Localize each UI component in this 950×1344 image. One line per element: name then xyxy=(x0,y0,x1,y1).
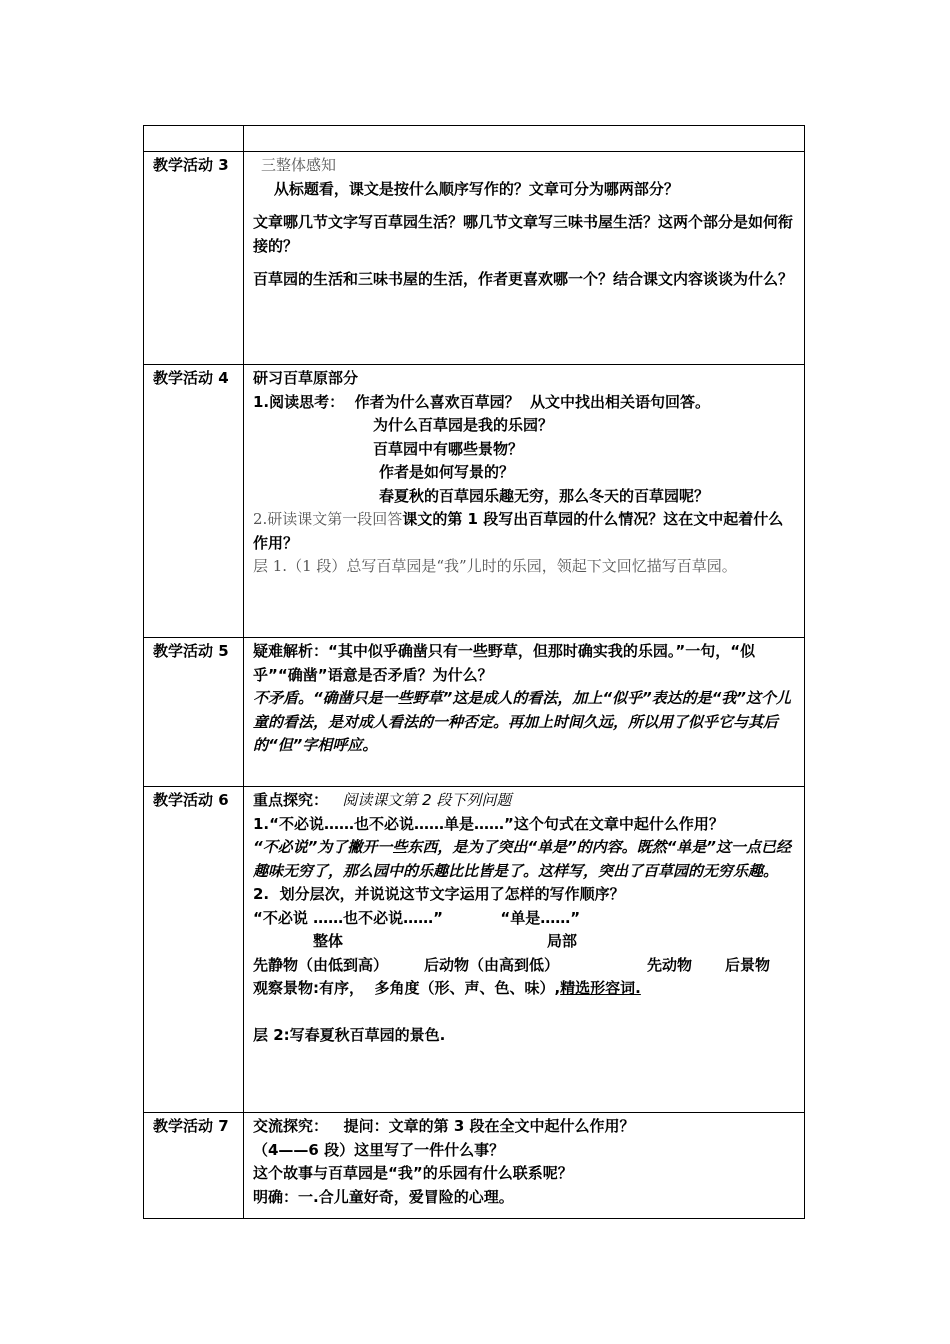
answer-text: 精选形容词. xyxy=(560,979,641,997)
question-text: （4——6 段）这里写了一件什么事？ xyxy=(253,1140,505,1159)
row-label: 教学活动 3 xyxy=(144,152,244,365)
answer-text: “不必说”为了撇开一些东西，是为了突出“单是”的内容。既然“单是”这一点已经趣味无穷了，那么园中的乐趣比比皆是了。这样写，突出了百草园的无穷乐趣。 xyxy=(253,838,791,880)
question-text: 百草园中有哪些景物？ xyxy=(373,439,524,458)
row-content xyxy=(244,787,805,1113)
row-label: 教学活动 5 xyxy=(144,638,244,787)
order-text: 先动物 xyxy=(647,955,693,974)
question-text: 交流探究： 提问：文章的第 3 段在全文中起什么作用？ xyxy=(253,1117,635,1135)
table-row xyxy=(144,638,805,787)
table-row xyxy=(144,1113,805,1219)
question-text: 为什么百草园是我的乐园？ xyxy=(373,416,554,434)
table-row xyxy=(144,126,805,152)
question-text: 文章哪几节文字写百草园生活？哪几节文章写三味书屋生活？这两个部分是如何衔接的？ xyxy=(253,213,794,255)
question-text: 从标题看，课文是按什么顺序写作的？文章可分为哪两部分？ xyxy=(253,179,679,198)
row-label: 教学活动 6 xyxy=(144,787,244,1113)
section-heading: 研习百草原部分 xyxy=(253,369,359,387)
lesson-plan-page xyxy=(143,125,805,1219)
table-row xyxy=(144,152,805,365)
row-content xyxy=(244,365,805,638)
structure-text: 整体 xyxy=(313,932,344,950)
order-text: 后景物 xyxy=(725,955,771,974)
summary-text: 层 2:写春夏秋百草园的景色. xyxy=(253,1026,446,1044)
question-text: 作者是如何写景的？ xyxy=(379,463,515,481)
answer-text: 层 1.（1 段）总写百草园是“我”儿时的乐园，领起下文回忆描写百草园。 xyxy=(253,557,737,575)
answer-text: 观察景物:有序， 多角度（形、声、色、味）, xyxy=(253,979,561,997)
row-label xyxy=(144,126,244,152)
answer-text: 不矛盾。“确凿只是一些野草”这是成人的看法，加上“似乎”表达的是“我”这个儿童的看法，是对成人看法的一种否定。再加上时间久远，所以用了似乎它与其后的“但”字相呼应。 xyxy=(253,689,791,754)
row-content xyxy=(244,152,805,365)
lesson-plan-table xyxy=(143,125,805,1219)
section-heading: 三整体感知 xyxy=(261,156,337,174)
question-text: 1.“不必说……也不必说……单是……”这个句式在文章中起什么作用？ xyxy=(253,814,724,833)
row-content xyxy=(244,1113,805,1219)
question-text: 疑难解析：“其中似乎确凿只有一些野草，但那时确实我的乐园。”一句，“似乎”“确凿”语意是否矛盾？为什么？ xyxy=(253,642,756,684)
question-text: 百草园的生活和三味书屋的生活，作者更喜欢哪一个？结合课文内容谈谈为什么？ xyxy=(253,270,794,288)
task-text: 阅读课文第 2 段下列问题 xyxy=(342,791,512,809)
task-text: 2.研读课文第一段回答 xyxy=(253,510,403,528)
row-content xyxy=(244,638,805,787)
question-text: 课文的第 1 段写出百草园的什么情况？这在文中起着什么作用？ xyxy=(253,510,784,552)
question-text: 1.阅读思考： 作者为什么喜欢百草园？ 从文中找出相关语句回答。 xyxy=(253,392,711,411)
order-text: 后动物（由高到低） xyxy=(424,955,560,974)
question-text: 2. 划分层次，并说说这节文字运用了怎样的写作顺序？ xyxy=(253,885,625,903)
row-label: 教学活动 4 xyxy=(144,365,244,638)
answer-text: 明确：一.合儿童好奇，爱冒险的心理。 xyxy=(253,1187,514,1206)
table-row xyxy=(144,787,805,1113)
order-text: 先静物（由低到高） xyxy=(253,955,389,974)
question-text: 这个故事与百草园是“我”的乐园有什么联系呢？ xyxy=(253,1164,573,1182)
section-heading: 重点探究： xyxy=(253,791,329,809)
table-row xyxy=(144,365,805,638)
question-text: 春夏秋的百草园乐趣无穷，那么冬天的百草园呢？ xyxy=(379,486,710,505)
structure-text: “不必说 ……也不必说……” “单是……” xyxy=(253,908,581,927)
row-label: 教学活动 7 xyxy=(144,1113,244,1219)
row-content xyxy=(244,126,805,152)
structure-text: 局部 xyxy=(547,932,578,950)
